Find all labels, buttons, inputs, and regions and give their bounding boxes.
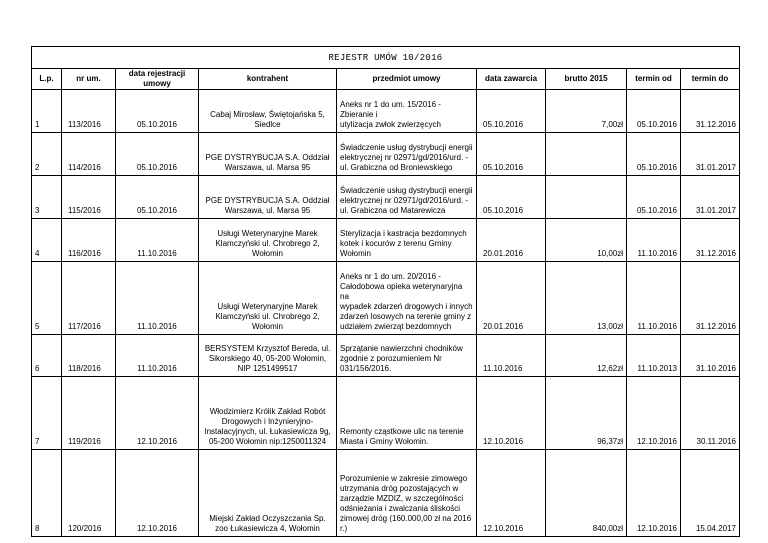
table-row	[32, 335, 740, 377]
term-to-cell: 31.10.2016	[681, 335, 740, 377]
contract-subject-cell: Świadczenie usług dystrybucji energii elektrycznej nr 02971/gd/2016/urd. - ul. Grabiczna od Matarewicza	[337, 176, 477, 219]
gross-amount-cell: 12,62zł	[546, 335, 627, 377]
conclusion-date-cell: 05.10.2016	[477, 133, 546, 176]
contract-number-cell: 113/2016	[62, 90, 116, 133]
registration-date-cell: 12.10.2016	[116, 450, 199, 537]
col-kontrahent-header: kontrahent	[199, 69, 337, 90]
contractor-cell: Włodzimierz Królik Zakład Robót Drogowych i Inżynieryjno- Instalacyjnych, ul. Łukasiewicza 9g, 05-200 Wołomin nip:1250011324	[199, 377, 337, 450]
conclusion-date-cell: 20.01.2016	[477, 262, 546, 335]
conclusion-date-cell: 12.10.2016	[477, 377, 546, 450]
contract-subject-cell: Sterylizacja i kastracja bezdomnych kotek i kocurów z terenu Gminy Wołomin	[337, 219, 477, 262]
gross-amount-cell	[546, 133, 627, 176]
registration-date-cell: 11.10.2016	[116, 219, 199, 262]
contractor-cell: Usługi Weterynaryjne Marek Klamczyński ul. Chrobrego 2, Wołomin	[199, 219, 337, 262]
term-from-cell: 05.10.2016	[627, 176, 681, 219]
registration-date-cell: 05.10.2016	[116, 90, 199, 133]
contractor-cell: Miejski Zakład Oczyszczania Sp. zoo Łukasiewicza 4, Wołomin	[199, 450, 337, 537]
gross-amount-cell: 840,00zł	[546, 450, 627, 537]
row-number-cell: 6	[32, 335, 62, 377]
contractor-cell: Cabaj Mirosław, Świętojańska 5, Siedlce	[199, 90, 337, 133]
term-to-cell: 31.12.2016	[681, 262, 740, 335]
gross-amount-cell: 96,37zł	[546, 377, 627, 450]
row-number-cell: 4	[32, 219, 62, 262]
table-row	[32, 90, 740, 133]
table-row	[32, 262, 740, 335]
contractor-cell: BERSYSTEM Krzysztof Bereda, ul. Sikorskiego 40, 05-200 Wołomin, NIP 1251499517	[199, 335, 337, 377]
contract-subject-cell: Aneks nr 1 do um. 20/2016 - Całodobowa opieka weterynaryjna na wypadek zdarzeń drogowych i innych zdarzeń losowych na terenie gminy z udziałem zwierząt bezdomnych	[337, 262, 477, 335]
col-termin-do-header: termin do	[681, 69, 740, 90]
contractor-cell: PGE DYSTRYBUCJA S.A. Oddział Warszawa, ul. Marsa 95	[199, 133, 337, 176]
term-to-cell: 31.01.2017	[681, 133, 740, 176]
registration-date-cell: 11.10.2016	[116, 262, 199, 335]
contract-number-cell: 120/2016	[62, 450, 116, 537]
col-termin-od-header: termin od	[627, 69, 681, 90]
term-from-cell: 05.10.2016	[627, 90, 681, 133]
term-from-cell: 12.10.2016	[627, 377, 681, 450]
row-number-cell: 7	[32, 377, 62, 450]
term-to-cell: 31.12.2016	[681, 90, 740, 133]
gross-amount-cell: 7,00zł	[546, 90, 627, 133]
contracts-register-table	[31, 46, 740, 537]
table-row	[32, 219, 740, 262]
table-row	[32, 377, 740, 450]
term-to-cell: 15.04.2017	[681, 450, 740, 537]
col-przedmiot-header: przedmiot umowy	[337, 69, 477, 90]
col-brutto-header: brutto 2015	[546, 69, 627, 90]
registration-date-cell: 11.10.2016	[116, 335, 199, 377]
contractor-cell: PGE DYSTRYBUCJA S.A. Oddział Warszawa, ul. Marsa 95	[199, 176, 337, 219]
term-to-cell: 31.12.2016	[681, 219, 740, 262]
gross-amount-cell: 10,00zł	[546, 219, 627, 262]
col-data-zawarcia-header: data zawarcia	[477, 69, 546, 90]
contract-number-cell: 115/2016	[62, 176, 116, 219]
term-from-cell: 11.10.2016	[627, 262, 681, 335]
term-from-cell: 11.10.2016	[627, 219, 681, 262]
gross-amount-cell: 13,00zł	[546, 262, 627, 335]
term-from-cell: 05.10.2016	[627, 133, 681, 176]
row-number-cell: 8	[32, 450, 62, 537]
col-lp-header: L.p.	[32, 69, 62, 90]
contract-subject-cell: Remonty cząstkowe ulic na terenie Miasta i Gminy Wołomin.	[337, 377, 477, 450]
contract-number-cell: 116/2016	[62, 219, 116, 262]
term-from-cell: 12.10.2016	[627, 450, 681, 537]
term-from-cell: 11.10.2013	[627, 335, 681, 377]
table-row	[32, 450, 740, 537]
col-nr-header: nr um.	[62, 69, 116, 90]
contract-subject-cell: Aneks nr 1 do um. 15/2016 - Zbieranie i utylizacja zwłok zwierzęcych	[337, 90, 477, 133]
contract-subject-cell: Świadczenie usług dystrybucji energii elektrycznej nr 02971/gd/2016/urd. - ul. Grabiczna od Broniewskiego	[337, 133, 477, 176]
conclusion-date-cell: 05.10.2016	[477, 90, 546, 133]
row-number-cell: 3	[32, 176, 62, 219]
conclusion-date-cell: 12.10.2016	[477, 450, 546, 537]
term-to-cell: 31.01.2017	[681, 176, 740, 219]
row-number-cell: 1	[32, 90, 62, 133]
registration-date-cell: 12.10.2016	[116, 377, 199, 450]
col-data-rejestracji-header: data rejestracji umowy	[116, 69, 199, 90]
row-number-cell: 5	[32, 262, 62, 335]
table-row	[32, 176, 740, 219]
contract-number-cell: 117/2016	[62, 262, 116, 335]
contractor-cell: Usługi Weterynaryjne Marek Klamczyński ul. Chrobrego 2, Wołomin	[199, 262, 337, 335]
register-title: REJESTR UMÓW 10/2016	[32, 47, 740, 69]
registration-date-cell: 05.10.2016	[116, 133, 199, 176]
contract-number-cell: 114/2016	[62, 133, 116, 176]
gross-amount-cell	[546, 176, 627, 219]
table-row	[32, 133, 740, 176]
contract-subject-cell: Sprzątanie nawierzchni chodników zgodnie z porozumieniem Nr 031/156/2016.	[337, 335, 477, 377]
contract-number-cell: 119/2016	[62, 377, 116, 450]
conclusion-date-cell: 11.10.2016	[477, 335, 546, 377]
contract-number-cell: 118/2016	[62, 335, 116, 377]
registration-date-cell: 05.10.2016	[116, 176, 199, 219]
contract-subject-cell: Porozumienie w zakresie zimowego utrzymania dróg pozostających w zarządzie MZDIZ, w szczególności odśnieżania i zwalczania śliskości zimowej dróg (160.000,00 zł na 2016 r.)	[337, 450, 477, 537]
term-to-cell: 30.11.2016	[681, 377, 740, 450]
conclusion-date-cell: 20.01.2016	[477, 219, 546, 262]
conclusion-date-cell: 05.10.2016	[477, 176, 546, 219]
row-number-cell: 2	[32, 133, 62, 176]
